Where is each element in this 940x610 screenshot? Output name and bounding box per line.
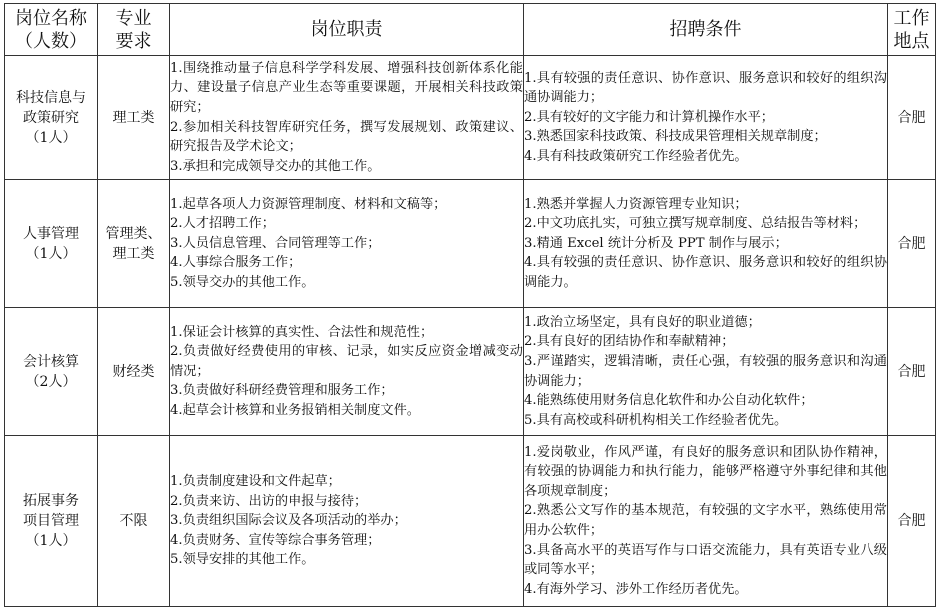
duty-item: 3.负责做好科研经费管理和服务工作； (170, 383, 394, 399)
position-line: （1人） (25, 245, 77, 262)
position-line: 会计核算 (23, 353, 79, 370)
header-major (98, 4, 170, 56)
header-location (888, 4, 936, 56)
header-location-line: 地点 (893, 30, 930, 52)
requirement-item: 4.具有科技政策研究工作经验者优先。 (524, 148, 748, 164)
duty-item: 2.负责来访、出访的申报与接待； (170, 493, 368, 509)
position-line: 科技信息与 (16, 89, 86, 106)
requirements-cell (524, 180, 888, 308)
requirement-item: 1.政治立场坚定，具有良好的职业道德； (524, 314, 761, 330)
requirement-item: 4.具有较强的责任意识、协作意识、服务意识和较好的组织协调能力。 (524, 255, 887, 290)
duty-item: 3.承担和完成领导交办的其他工作。 (170, 158, 381, 174)
duty-item: 2.参加相关科技智库研究任务，撰写发展规划、政策建议、研究报告及学术论文； (170, 119, 523, 155)
table-row (5, 308, 936, 436)
table-row (5, 436, 936, 607)
table-row (5, 56, 936, 180)
position-cell (5, 436, 98, 607)
requirements-cell (524, 436, 888, 607)
major-line: 不限 (119, 513, 148, 529)
position-line: 政策研究 (23, 109, 79, 126)
position-cell (5, 56, 98, 180)
requirement-item: 2.具有良好的团结协作和奉献精神； (524, 334, 735, 350)
header-duties: 岗位职责 (170, 4, 524, 56)
header-major-line: 专业 (115, 7, 152, 29)
position-line: （1人） (25, 129, 77, 146)
header-position-line: 岗位名称 (15, 7, 87, 29)
requirement-item: 2.中文功底扎实，可独立撰写规章制度、总结报告等材料； (524, 216, 867, 232)
position-line: （2人） (25, 373, 77, 390)
requirements-cell (524, 308, 888, 436)
requirement-item: 5.具有高校或科研机构相关工作经验者优先。 (524, 412, 788, 428)
duty-item: 1.保证会计核算的真实性、合法性和规范性； (170, 324, 434, 340)
requirement-item: 1.熟悉并掌握人力资源管理专业知识； (524, 196, 748, 212)
requirement-item: 3.严谨踏实，逻辑清晰，责任心强，有较强的服务意识和沟通协调能力； (524, 353, 887, 389)
duty-item: 1.负责制度建设和文件起草； (170, 474, 341, 490)
major-line: 理工类 (112, 245, 155, 262)
header-row (5, 4, 936, 56)
position-line: （1人） (25, 533, 77, 549)
requirement-item: 2.具有较好的文字能力和计算机操作水平； (524, 109, 774, 125)
major-line: 管理类、 (105, 225, 162, 242)
duty-item: 3.人员信息管理、合同管理等工作； (170, 235, 381, 251)
major-cell (98, 436, 170, 607)
header-requirements: 招聘条件 (524, 4, 888, 56)
recruitment-table (4, 3, 936, 607)
duties-cell (170, 180, 524, 308)
requirement-item: 3.具备高水平的英语写作与口语交流能力，具有英语专业八级或同等水平； (524, 542, 887, 578)
header-position-line: （人数） (15, 30, 87, 52)
position-line: 人事管理 (23, 225, 79, 242)
duty-item: 4.人事综合服务工作； (170, 255, 302, 271)
requirement-item: 2.熟悉公文写作的基本规范，有较强的文字水平，熟练使用常用办公软件； (524, 503, 887, 538)
duties-cell (170, 308, 524, 436)
major-line: 财经类 (112, 363, 155, 380)
duties-cell (170, 56, 524, 180)
location-cell: 合肥 (888, 308, 936, 436)
duty-item: 1.起草各项人力资源管理制度、材料和文稿等； (170, 196, 447, 212)
major-cell (98, 180, 170, 308)
location-cell: 合肥 (888, 180, 936, 308)
table-row (5, 180, 936, 308)
major-cell (98, 56, 170, 180)
duty-item: 5.领导交办的其他工作。 (170, 274, 315, 290)
requirement-item: 3.熟悉国家科技政策、科技成果管理相关规章制度； (524, 129, 827, 145)
major-line: 理工类 (112, 109, 155, 126)
duty-item: 5.领导安排的其他工作。 (170, 552, 315, 568)
position-cell (5, 308, 98, 436)
header-major-line: 要求 (115, 30, 152, 52)
header-location-line: 工作 (893, 7, 930, 29)
position-cell (5, 180, 98, 308)
requirement-item: 3.精通 Excel 统计分析及 PPT 制作与展示； (524, 235, 788, 251)
location-cell: 合肥 (888, 436, 936, 607)
requirement-item: 1.爱岗敬业，作风严谨，有良好的服务意识和团队协作精神，有较强的协调能力和执行能力，能够严格遵守外事纪律和其他各项规章制度； (524, 444, 887, 499)
duties-cell (170, 436, 524, 607)
requirements-cell (524, 56, 888, 180)
position-line: 拓展事务 (23, 493, 79, 509)
requirement-item: 4.有海外学习、涉外工作经历者优先。 (524, 581, 748, 597)
requirement-item: 4.能熟练使用财务信息化软件和办公自动化软件； (524, 393, 814, 409)
location-cell: 合肥 (888, 56, 936, 180)
requirement-item: 1.具有较强的责任意识、协作意识、服务意识和较好的组织沟通协调能力； (524, 70, 887, 106)
major-cell (98, 308, 170, 436)
duty-item: 2.人才招聘工作； (170, 216, 275, 232)
header-position (5, 4, 98, 56)
duty-item: 4.起草会计核算和业务报销相关制度文件。 (170, 402, 420, 418)
duty-item: 3.负责组织国际会议及各项活动的举办； (170, 513, 407, 529)
position-line: 项目管理 (23, 513, 79, 529)
duty-item: 2.负责做好经费使用的审核、记录，如实反应资金增减变动情况； (170, 344, 523, 379)
duty-item: 4.负责财务、宣传等综合事务管理； (170, 532, 381, 548)
duty-item: 1.围绕推动量子信息科学学科发展、增强科技创新体系化能力、建设量子信息产业生态等重要课题，开展相关科技政策研究； (170, 60, 523, 115)
